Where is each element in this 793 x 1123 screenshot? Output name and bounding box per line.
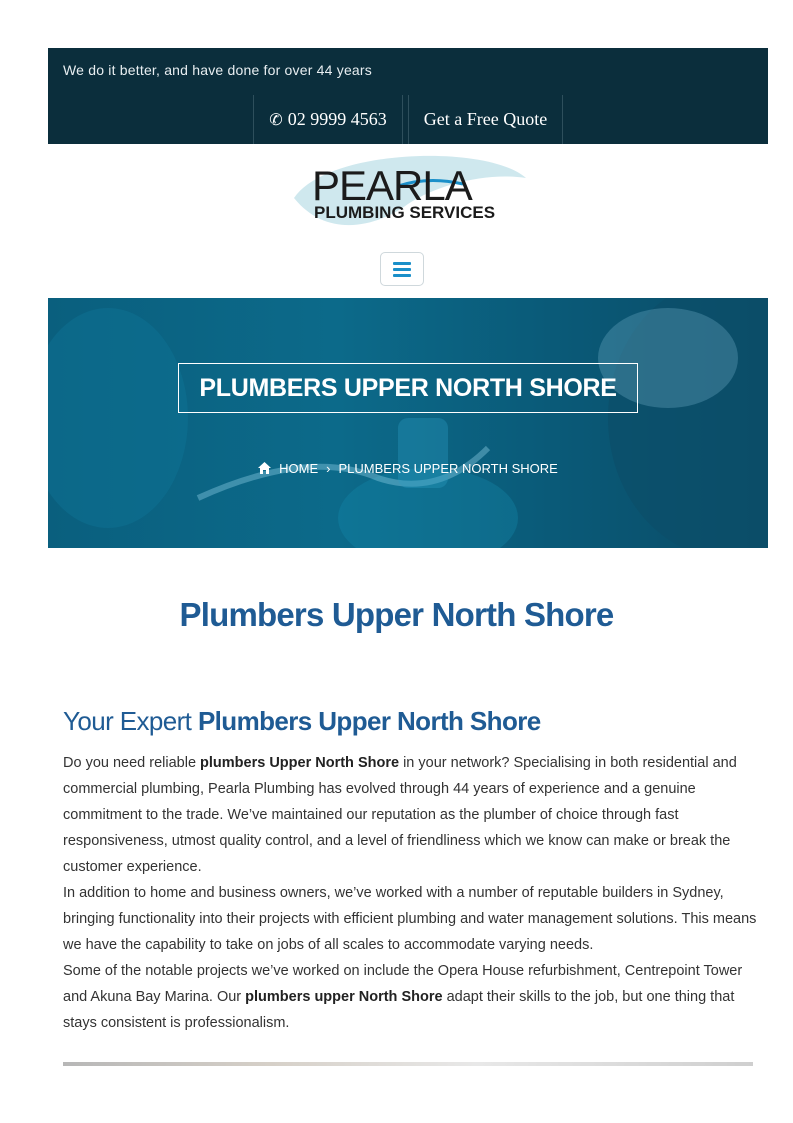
breadcrumb-current: PLUMBERS UPPER NORTH SHORE: [338, 461, 558, 476]
phone-button[interactable]: [253, 95, 403, 144]
article-body: [63, 750, 763, 1036]
top-bar: [48, 48, 768, 144]
phone-number: 02 9999 4563: [287, 109, 387, 129]
paragraph: Do you need reliable plumbers Upper North Shore in your network? Specialising in both residential and commercial plumbing, Pearla Plumbing has evolved through 44 years of experience and a genuine commitment to the trade. We’ve maintained our reputation as the plumber of choice through fast responsiveness, utmost quality control, and a level of friendliness which we know can make or break the customer experience.: [63, 755, 737, 875]
section-heading: Your Expert Plumbers Upper North Shore: [63, 706, 541, 736]
article-image: [63, 1062, 753, 1066]
breadcrumb: [48, 461, 768, 477]
hero-title: PLUMBERS UPPER NORTH SHORE: [178, 363, 638, 413]
breadcrumb-home-link[interactable]: HOME: [279, 461, 319, 476]
home-icon: [258, 462, 271, 477]
hero-banner: [48, 298, 768, 548]
svg-text:PEARLA: PEARLA: [312, 162, 472, 209]
free-quote-button[interactable]: Get a Free Quote: [408, 95, 563, 144]
svg-text:PLUMBING SERVICES: PLUMBING SERVICES: [314, 203, 496, 222]
tagline: We do it better, and have done for over 44 years: [63, 62, 372, 78]
paragraph: In addition to home and business owners, we’ve worked with a number of reputable builders in Sydney, bringing functionality into their projects with efficient plumbing and water management solutions. This means we have the capability to take on jobs of all scales to accommodate varying needs.: [63, 885, 757, 953]
menu-toggle-button[interactable]: [380, 252, 424, 286]
pearla-logo[interactable]: [288, 154, 530, 238]
chevron-right-icon: ›: [326, 461, 331, 476]
hamburger-icon: [393, 262, 411, 265]
hero-background-image: [48, 298, 768, 548]
paragraph: Some of the notable projects we’ve worked on include the Opera House refurbishment, Centrepoint Tower and Akuna Bay Marina. Our plumbers upper North Shore adapt their skills to the job, but one thing that stays consistent is professionalism.: [63, 963, 743, 1031]
page-title: Plumbers Upper North Shore: [179, 596, 614, 633]
phone-icon: ✆: [269, 111, 283, 129]
